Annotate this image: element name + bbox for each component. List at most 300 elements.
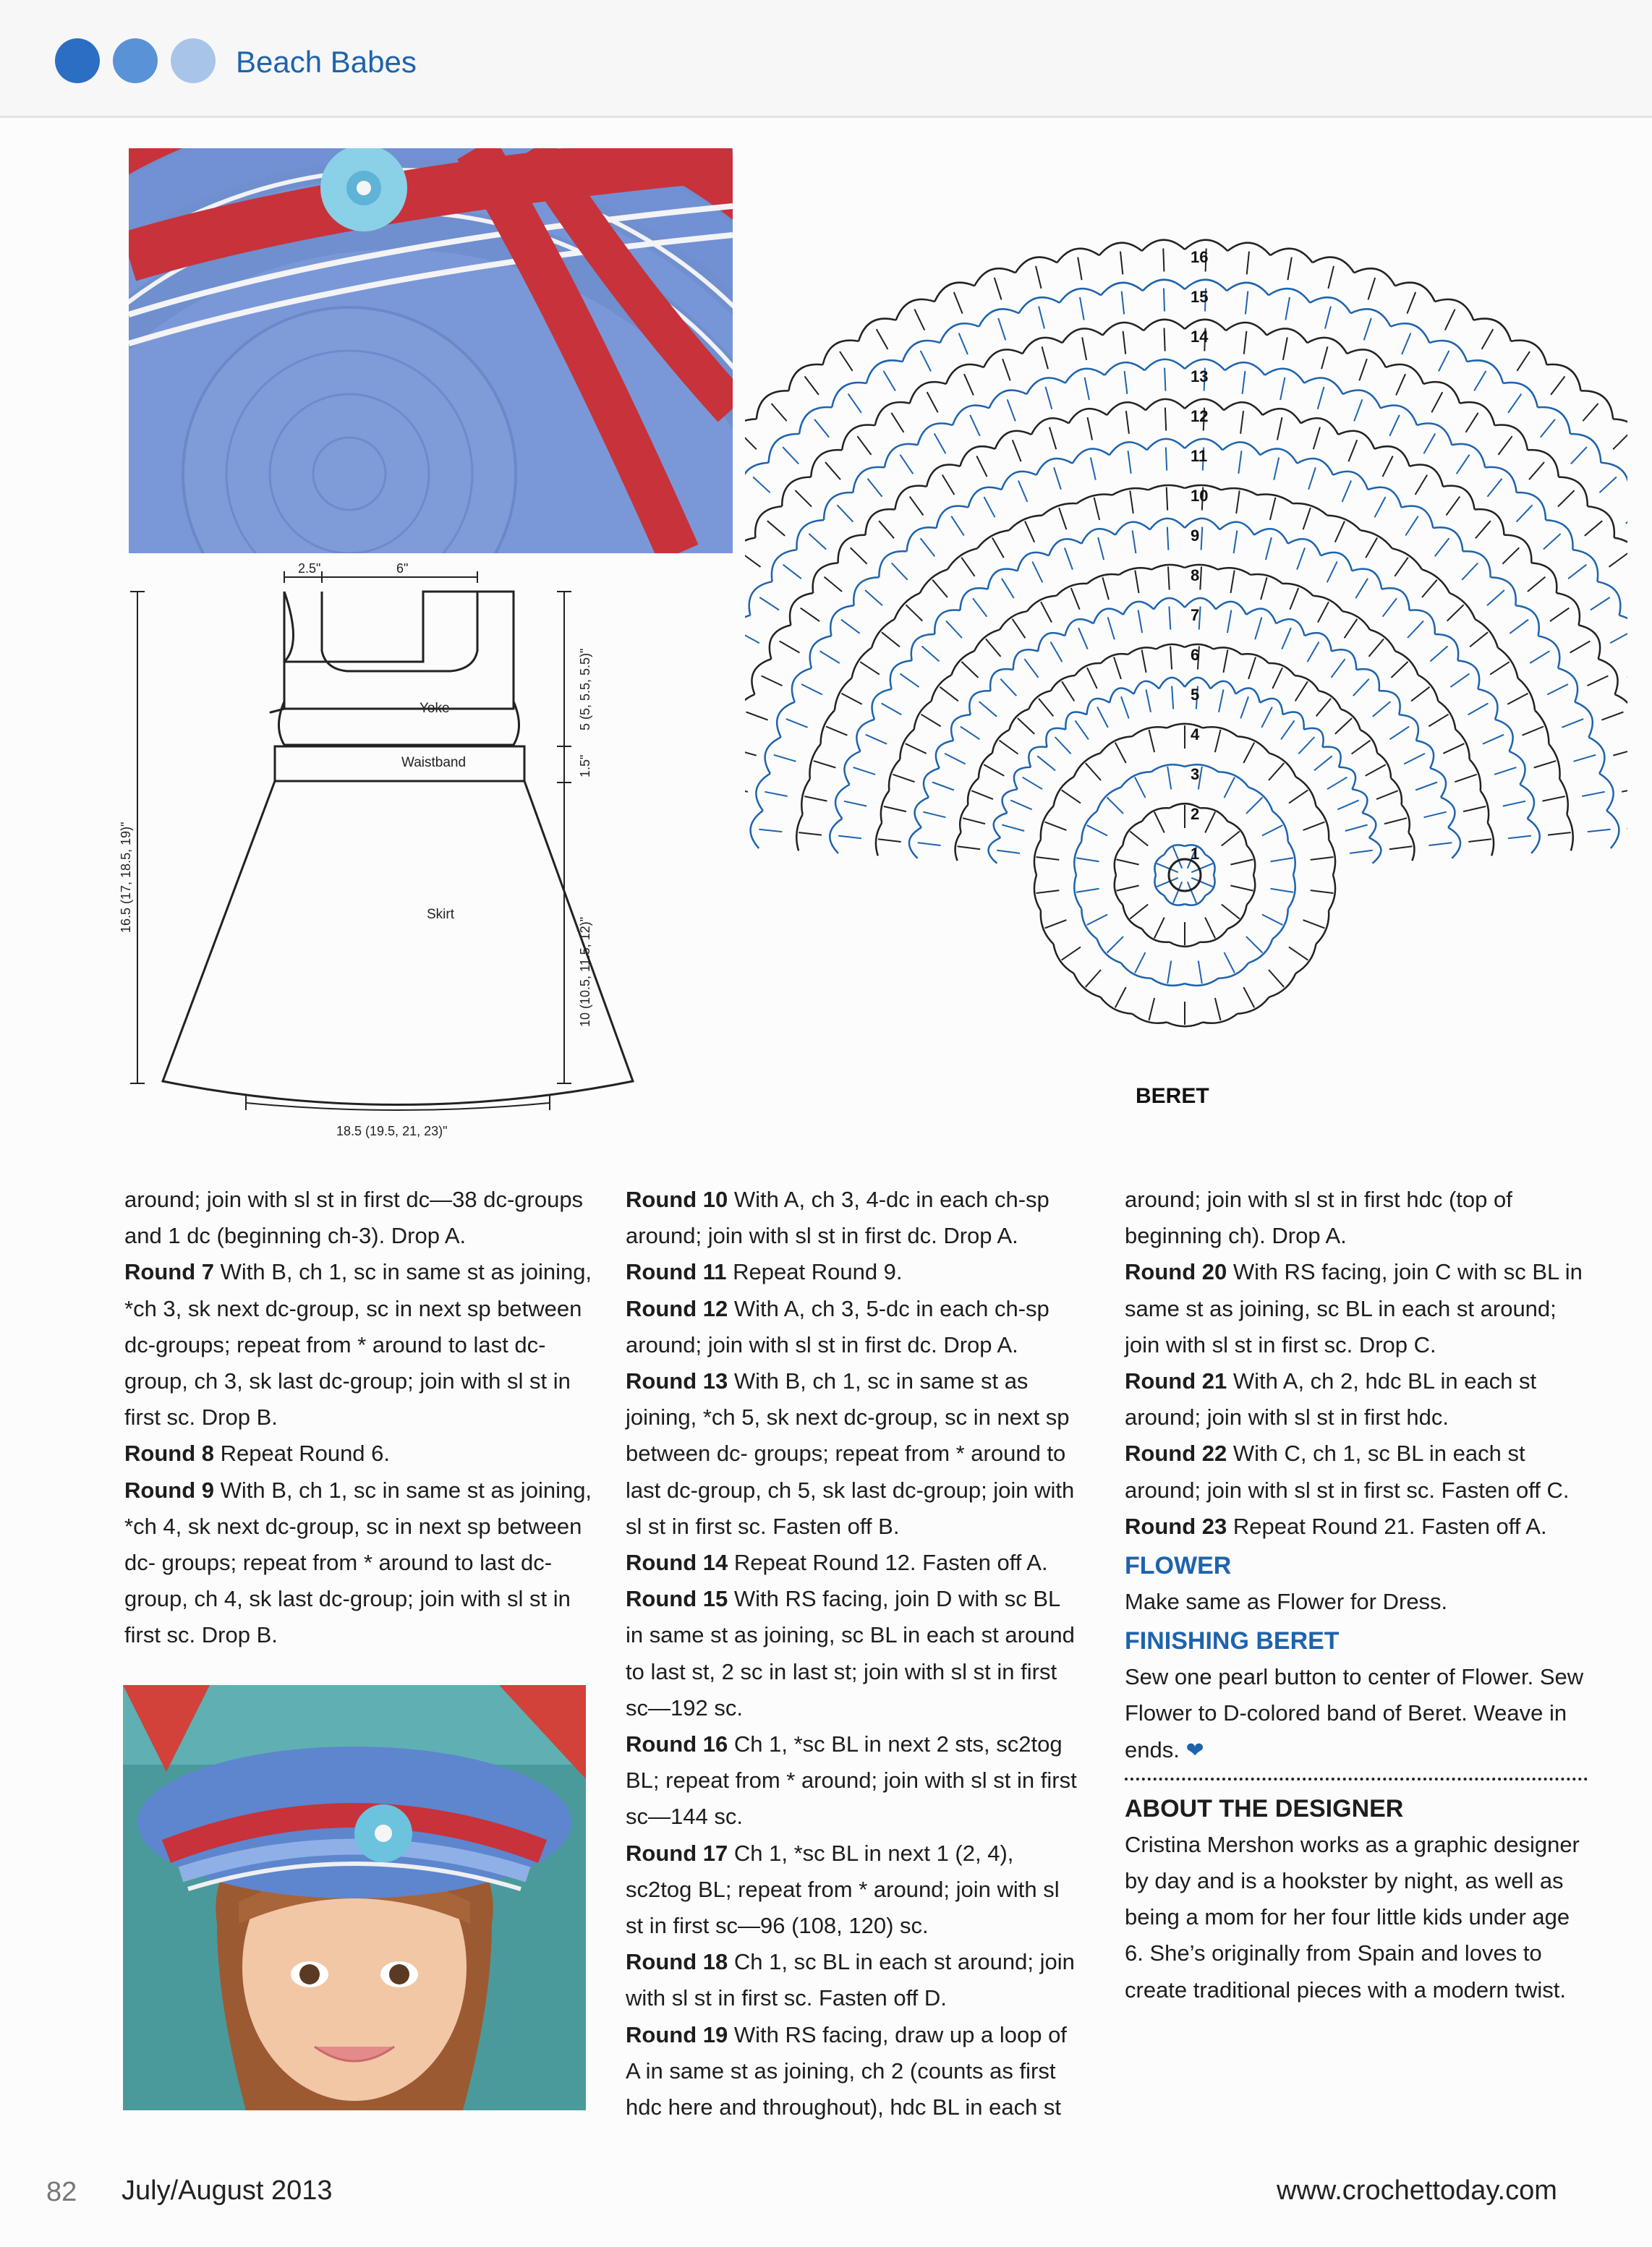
stitch-post bbox=[1429, 715, 1448, 727]
stitch-post bbox=[1054, 467, 1061, 490]
stitch-post bbox=[1390, 727, 1410, 740]
stitch-post bbox=[1246, 291, 1248, 315]
stitch-post bbox=[1422, 580, 1437, 597]
stitch-post bbox=[1078, 628, 1088, 649]
stitch-post bbox=[1065, 548, 1073, 570]
stitch-post bbox=[906, 605, 922, 621]
stitch-post bbox=[1384, 818, 1407, 824]
col2-paragraph bbox=[626, 1726, 1078, 1835]
stitch-arc bbox=[1495, 720, 1513, 751]
stitch-post bbox=[1002, 359, 1010, 380]
stitch-post bbox=[1430, 647, 1447, 662]
stitch-post bbox=[1488, 479, 1502, 497]
stitch-arc bbox=[1510, 751, 1525, 785]
stitch-arc bbox=[777, 702, 795, 738]
stitch-post bbox=[1373, 702, 1390, 717]
stitch-post bbox=[1240, 411, 1243, 434]
stitch-post bbox=[1396, 374, 1405, 395]
round-label: Round 18 bbox=[626, 1949, 728, 1975]
dim-skirt-height: 10 (10.5, 11.5, 12)" bbox=[578, 916, 592, 1027]
stitch-post bbox=[1530, 651, 1549, 663]
stitch-post bbox=[884, 371, 895, 391]
stitch-post bbox=[1345, 619, 1358, 639]
stitch-post bbox=[1086, 763, 1101, 780]
stitch-arc bbox=[1260, 699, 1283, 715]
stitch-post bbox=[1037, 756, 1055, 770]
stitch-post bbox=[1248, 657, 1256, 679]
stitch-post bbox=[1298, 737, 1314, 754]
stitch-post bbox=[814, 419, 829, 438]
stitch-post bbox=[1499, 436, 1512, 455]
stitch-arc bbox=[1354, 268, 1395, 286]
stitch-post bbox=[1568, 565, 1586, 579]
stitch-post bbox=[1269, 970, 1284, 987]
round-text: Ch 1, *sc BL in next 1 (2, 4), sc2tog BL; repeat from * around; join with sl st in first sc—96 (108, 120) sc. bbox=[626, 1840, 1060, 1939]
stitch-arc bbox=[745, 615, 750, 651]
round-label: Round 10 bbox=[626, 1187, 728, 1212]
stitch-post bbox=[1353, 679, 1369, 696]
stitch-post bbox=[1366, 764, 1386, 775]
stitch-post bbox=[1222, 905, 1240, 919]
stitch-post bbox=[1507, 694, 1528, 704]
stitch-post bbox=[951, 516, 963, 536]
stitch-post bbox=[1088, 417, 1093, 440]
stitch-post bbox=[783, 447, 799, 464]
stitch-post bbox=[1191, 878, 1213, 887]
stitch-post bbox=[1114, 657, 1121, 679]
stitch-post bbox=[1051, 642, 1063, 662]
stitch-arc bbox=[1288, 539, 1321, 555]
stitch-post bbox=[1042, 346, 1048, 369]
stitch-post bbox=[1502, 547, 1519, 563]
stitch-post bbox=[826, 727, 848, 736]
stitch-post bbox=[1000, 679, 1016, 696]
stitch-post bbox=[906, 743, 927, 754]
stitch-post bbox=[1222, 832, 1240, 846]
stitch-post bbox=[1227, 610, 1232, 634]
round-number-label: 16 bbox=[1191, 248, 1209, 266]
header-dot-3 bbox=[171, 38, 216, 83]
stitch-post bbox=[1487, 590, 1504, 605]
stitch-post bbox=[932, 580, 948, 597]
stitch-post bbox=[1102, 577, 1109, 600]
stitch-arc bbox=[1430, 768, 1446, 797]
stitch-post bbox=[1277, 417, 1282, 440]
stitch-post bbox=[1285, 297, 1290, 320]
stitch-post bbox=[1167, 487, 1168, 511]
beret-photo-illustration bbox=[129, 148, 733, 553]
round-label: Round 13 bbox=[626, 1368, 728, 1394]
header-dot-1 bbox=[55, 38, 100, 83]
stitch-post bbox=[1282, 628, 1291, 649]
stitch-arc bbox=[1065, 712, 1086, 729]
stitch-post bbox=[1149, 730, 1155, 752]
stitch-post bbox=[1157, 878, 1178, 887]
stitch-post bbox=[1311, 890, 1334, 893]
stitch-arc bbox=[1619, 615, 1627, 651]
finishing-beret-heading: FINISHING BERET bbox=[1125, 1627, 1340, 1655]
stitch-post bbox=[1094, 498, 1100, 520]
stitch-post bbox=[853, 767, 875, 775]
stitch-post bbox=[923, 812, 945, 818]
stitch-post bbox=[1231, 571, 1235, 594]
stitch-post bbox=[1039, 307, 1044, 329]
round-number-label: 4 bbox=[1191, 725, 1200, 743]
stitch-post bbox=[986, 639, 1001, 657]
stitch-post bbox=[825, 577, 843, 592]
stitch-post bbox=[884, 806, 906, 811]
round-number-label: 12 bbox=[1191, 407, 1209, 425]
stitch-post bbox=[878, 839, 901, 842]
stitch-post bbox=[1130, 490, 1133, 513]
stitch-post bbox=[820, 651, 840, 663]
stitch-post bbox=[922, 647, 940, 662]
stitch-post bbox=[1247, 252, 1249, 275]
stitch-post bbox=[745, 788, 748, 792]
stitch-post bbox=[1468, 704, 1489, 715]
stitch-post bbox=[1325, 307, 1331, 329]
stitch-post bbox=[799, 832, 822, 835]
website-url: www.crochettoday.com bbox=[1277, 2175, 1557, 2206]
round-text: With C, ch 1, sc BL in each st around; join with sl st in first sc. Fasten off C. bbox=[1125, 1441, 1570, 1503]
stitch-post bbox=[1383, 456, 1393, 477]
stitch-post bbox=[1383, 598, 1397, 616]
stitch-post bbox=[746, 712, 768, 720]
col3.rounds-paragraph bbox=[1125, 1363, 1588, 1436]
stitch-arc bbox=[1307, 338, 1347, 354]
stitch-post bbox=[997, 850, 1020, 853]
stitch-post bbox=[1407, 292, 1415, 314]
stitch-post bbox=[1262, 825, 1283, 836]
stitch-arc bbox=[1049, 539, 1081, 555]
stitch-post bbox=[1039, 699, 1053, 717]
stitch-post bbox=[927, 392, 938, 412]
stitch-arc bbox=[1351, 309, 1391, 326]
stitch-post bbox=[1219, 690, 1224, 712]
col2-paragraph bbox=[626, 2017, 1078, 2126]
stitch-post bbox=[961, 558, 974, 576]
stitch-arc bbox=[1065, 619, 1093, 636]
stitch-post bbox=[1215, 730, 1221, 752]
stitch-post bbox=[1075, 720, 1089, 739]
col2-paragraph bbox=[626, 1545, 1078, 1581]
stitch-post bbox=[1243, 743, 1254, 763]
round-number-label: 7 bbox=[1191, 606, 1200, 624]
stitch-post bbox=[1154, 812, 1165, 833]
stitch-post bbox=[984, 764, 1004, 775]
dim-waist: 1.5" bbox=[578, 754, 592, 777]
stitch-post bbox=[1574, 755, 1596, 762]
beret-photo bbox=[129, 148, 733, 553]
stitch-post bbox=[995, 278, 1002, 300]
stitch-post bbox=[1389, 415, 1400, 436]
stitch-post bbox=[805, 376, 819, 395]
stitch-post bbox=[1405, 516, 1418, 536]
stitch-post bbox=[825, 462, 840, 479]
stitch-post bbox=[918, 843, 941, 845]
stitch-post bbox=[1474, 371, 1486, 391]
stitch-post bbox=[1133, 531, 1136, 554]
stitch-post bbox=[1149, 998, 1155, 1020]
stitch-post bbox=[882, 704, 902, 715]
stitch-post bbox=[1415, 783, 1437, 790]
stitch-post bbox=[1342, 481, 1352, 503]
stitch-post bbox=[1359, 359, 1367, 380]
stitch-post bbox=[1116, 859, 1138, 864]
stitch-arc bbox=[1002, 789, 1018, 813]
stitch-post bbox=[1055, 737, 1071, 754]
stitch-post bbox=[1246, 937, 1263, 953]
stitch-post bbox=[1494, 767, 1516, 775]
stitch-post bbox=[1135, 952, 1146, 973]
stitch-post bbox=[786, 719, 808, 728]
col2-paragraph bbox=[626, 1254, 1078, 1290]
stitch-post bbox=[1470, 632, 1488, 647]
stitch-post bbox=[1332, 659, 1345, 678]
round-text: Repeat Round 12. Fasten off A. bbox=[733, 1550, 1048, 1576]
stitch-post bbox=[762, 676, 783, 686]
stitch-post bbox=[837, 505, 853, 521]
stitch-post bbox=[1097, 707, 1108, 728]
stitch-post bbox=[1335, 718, 1352, 734]
stitch-post bbox=[1135, 777, 1146, 798]
stitch-post bbox=[780, 641, 800, 653]
stitch-post bbox=[1167, 961, 1171, 984]
stitch-arc bbox=[856, 720, 874, 751]
stitch-post bbox=[1107, 798, 1124, 814]
stitch-post bbox=[1389, 846, 1413, 849]
col2-paragraph bbox=[626, 1363, 1078, 1545]
round-label: Round 7 bbox=[124, 1259, 214, 1285]
stitch-post bbox=[1588, 676, 1609, 686]
girl-photo-illustration bbox=[123, 1685, 586, 2110]
col1-paragraph bbox=[124, 1254, 595, 1436]
stitch-post bbox=[1415, 475, 1428, 495]
stitch-post bbox=[1368, 278, 1376, 300]
stitch-post bbox=[809, 534, 826, 550]
stitch-post bbox=[1328, 266, 1334, 289]
stitch-post bbox=[1411, 687, 1429, 702]
stitch-post bbox=[1517, 351, 1530, 371]
stitch-post bbox=[1246, 798, 1263, 814]
stitch-post bbox=[1046, 387, 1052, 409]
stitch-post bbox=[1316, 699, 1331, 717]
stitch-post bbox=[1115, 743, 1126, 763]
stitch-post bbox=[1025, 521, 1034, 542]
stitch-post bbox=[1369, 639, 1384, 657]
stitch-post bbox=[1271, 889, 1294, 892]
stitch-arc bbox=[984, 349, 1023, 367]
stitch-post bbox=[1045, 920, 1067, 928]
stitch-arc bbox=[745, 419, 757, 449]
stitch-post bbox=[954, 292, 963, 314]
stitch-post bbox=[1238, 451, 1241, 474]
stitch-post bbox=[1059, 508, 1066, 529]
stitch-post bbox=[1107, 937, 1124, 953]
stitch-post bbox=[1335, 521, 1345, 542]
round-label: Round 17 bbox=[626, 1840, 728, 1866]
stitch-post bbox=[1071, 588, 1080, 610]
stitch-post bbox=[1266, 537, 1272, 560]
stitch-post bbox=[1455, 775, 1476, 782]
stitch-post bbox=[1303, 822, 1325, 830]
stitch-post bbox=[1599, 477, 1617, 493]
stitch-post bbox=[1375, 497, 1386, 517]
stitch-post bbox=[1457, 455, 1470, 474]
text-column-2 bbox=[626, 1182, 1078, 2126]
col3-intro: around; join with sl st in first hdc (top of beginning ch). Drop A. bbox=[1125, 1187, 1512, 1249]
stitch-post bbox=[1508, 394, 1521, 413]
stitch-post bbox=[882, 632, 900, 647]
round-label: Round 19 bbox=[626, 2021, 728, 2047]
stitch-post bbox=[964, 374, 974, 395]
stitch-post bbox=[745, 553, 761, 567]
stitch-post bbox=[1262, 915, 1283, 926]
stitch-arc bbox=[974, 268, 1016, 286]
stitch-post bbox=[932, 783, 954, 790]
stitch-post bbox=[1562, 719, 1583, 728]
stitch-post bbox=[753, 477, 770, 493]
stitch-post bbox=[934, 433, 946, 453]
round-number-label: 9 bbox=[1191, 526, 1200, 545]
stitch-post bbox=[1321, 346, 1327, 369]
stitch-post bbox=[1123, 331, 1126, 354]
stitch-post bbox=[1297, 548, 1305, 570]
stitch-post bbox=[946, 621, 962, 638]
stitch-post bbox=[1082, 337, 1086, 359]
stitch-post bbox=[1115, 987, 1126, 1007]
stitch-post bbox=[1445, 310, 1455, 331]
stitch-post bbox=[1466, 413, 1478, 432]
round-text: With A, ch 3, 5-dc in each ch-sp around; join with sl st in first dc. Drop A. bbox=[626, 1295, 1049, 1357]
col1-paragraph bbox=[124, 1182, 595, 1254]
stitch-post bbox=[759, 830, 782, 832]
stitch-arc bbox=[765, 737, 781, 773]
stitch-post bbox=[1062, 681, 1074, 701]
stitch-post bbox=[1116, 886, 1138, 891]
stitch-post bbox=[1544, 534, 1561, 550]
stitch-post bbox=[1483, 735, 1504, 744]
stitch-post bbox=[1366, 538, 1377, 558]
col1-paragraph bbox=[124, 1436, 595, 1472]
stitch-post bbox=[1198, 961, 1202, 984]
stitch-post bbox=[1283, 337, 1287, 359]
stitch-post bbox=[976, 456, 987, 477]
stitch-post bbox=[1392, 662, 1408, 678]
stitch-post bbox=[1429, 843, 1452, 845]
stitch-post bbox=[1244, 331, 1247, 354]
stitch-post bbox=[848, 394, 861, 413]
stitch-post bbox=[1490, 662, 1510, 675]
round-number-label: 6 bbox=[1191, 646, 1200, 664]
stitch-post bbox=[1191, 864, 1213, 872]
stitch-post bbox=[1085, 378, 1089, 400]
stitch-post bbox=[1255, 618, 1261, 640]
stitch-post bbox=[1404, 754, 1425, 764]
stitch-post bbox=[783, 565, 801, 579]
stitch-post bbox=[1087, 668, 1097, 688]
stitch-post bbox=[1408, 621, 1423, 638]
stitch-post bbox=[1585, 521, 1602, 536]
stitch-post bbox=[958, 846, 981, 849]
label-waistband: Waistband bbox=[401, 755, 467, 770]
stitch-post bbox=[1439, 351, 1449, 372]
stitch-post bbox=[1303, 920, 1325, 928]
beret-stitch-diagram bbox=[745, 137, 1627, 1121]
stitch-arc bbox=[979, 309, 1018, 326]
round-number-label: 11 bbox=[1191, 447, 1208, 465]
stitch-post bbox=[1121, 696, 1129, 718]
stitch-post bbox=[1534, 761, 1557, 767]
col2-paragraph bbox=[626, 1291, 1078, 1363]
stitch-post bbox=[1002, 579, 1014, 598]
stitch-post bbox=[1435, 538, 1449, 556]
stitch-post bbox=[840, 351, 853, 371]
text-column-3 bbox=[1125, 1182, 1588, 2008]
col2-paragraph bbox=[626, 1944, 1078, 2016]
stitch-post bbox=[857, 436, 871, 455]
stitch-post bbox=[1345, 825, 1368, 832]
stitch-post bbox=[1508, 836, 1531, 839]
page-number: 82 bbox=[46, 2177, 77, 2207]
heart-icon: ❤ bbox=[1185, 1738, 1204, 1762]
stitch-arc bbox=[844, 751, 860, 785]
stitch-post bbox=[1000, 741, 1018, 754]
stitch-post bbox=[1173, 847, 1182, 869]
stitch-post bbox=[1591, 597, 1610, 610]
round-text: Repeat Round 21. Fasten off A. bbox=[1232, 1513, 1547, 1539]
stitch-arc bbox=[1276, 619, 1304, 636]
stitch-post bbox=[1289, 790, 1308, 803]
stitch-post bbox=[767, 521, 785, 536]
beret-heading: BERET bbox=[1136, 1084, 1209, 1108]
stitch-post bbox=[1122, 291, 1124, 315]
stitch-post bbox=[1550, 608, 1569, 621]
stitch-post bbox=[1163, 249, 1164, 272]
stitch-post bbox=[1130, 832, 1148, 846]
round-label: Round 22 bbox=[1125, 1441, 1227, 1467]
round-label: Round 15 bbox=[626, 1586, 728, 1612]
stitch-post bbox=[900, 674, 919, 688]
round-text: Repeat Round 9. bbox=[733, 1259, 903, 1285]
stitch-post bbox=[1308, 642, 1319, 662]
stitch-post bbox=[1289, 947, 1308, 960]
stitch-post bbox=[973, 598, 987, 616]
stitch-post bbox=[1582, 792, 1604, 796]
header-dot-2 bbox=[113, 38, 158, 83]
stitch-post bbox=[1138, 610, 1143, 634]
stitch-post bbox=[1168, 567, 1170, 590]
stitch-post bbox=[1215, 998, 1221, 1020]
stitch-arc bbox=[1235, 688, 1260, 703]
stitch-post bbox=[745, 749, 757, 756]
stitch-post bbox=[1364, 318, 1371, 340]
stitch-post bbox=[866, 735, 887, 744]
stitch-post bbox=[1154, 918, 1165, 939]
round-text: With RS facing, join D with sc BL in same st as joining, sc BL in each st around to last st, 2 sc in last st; join with sl st in first sc—192 sc. bbox=[626, 1586, 1075, 1721]
stitch-post bbox=[1036, 890, 1060, 893]
stitch-post bbox=[841, 620, 860, 634]
stitch-post bbox=[1205, 918, 1215, 939]
stitch-post bbox=[1002, 825, 1024, 832]
stitch-post bbox=[1447, 605, 1464, 621]
stitch-post bbox=[1049, 427, 1056, 450]
stitch-post bbox=[961, 727, 980, 740]
stitch-post bbox=[1295, 681, 1308, 701]
stitch-arc bbox=[1347, 349, 1386, 367]
stitch-post bbox=[1169, 607, 1170, 630]
page-header bbox=[0, 0, 1652, 118]
